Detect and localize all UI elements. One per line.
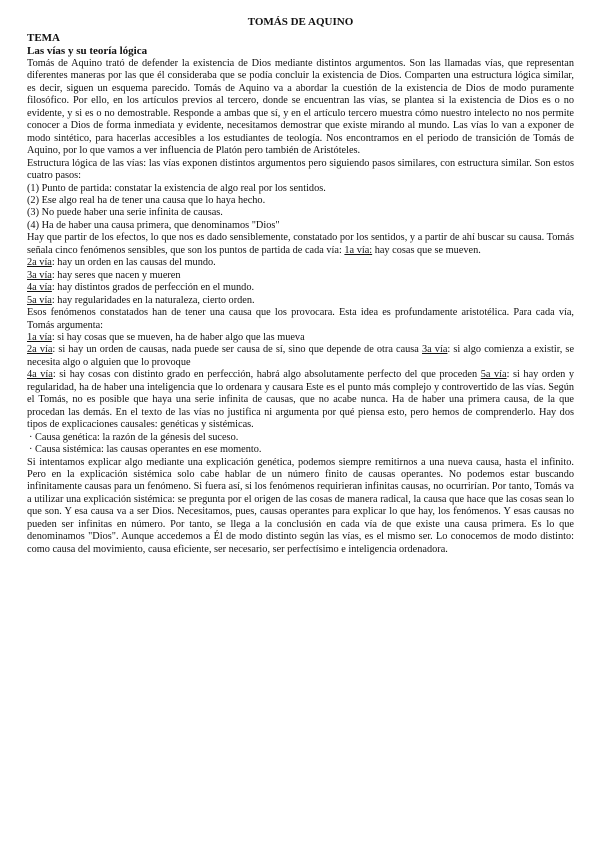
via-item — [27, 270, 574, 282]
via-text: : hay distintos grados de perfección en el mundo. — [51, 282, 255, 294]
fenomenos-paragraph: Esos fenómenos constatados han de tener una causa que los provocara. Esta idea es profundamente aristotélica. Para cada vía, Tomás argumenta: — [27, 307, 574, 331]
arg5-text: : si hay orden y regularidad, ha de haber una inteligencia que lo ordenara y causara Este es el punto más complejo y controvertido de las vías. Según el Tomás, no es posible que haya una serie infinita de causas, que no acabe nunca. Ha de haber una primera causa, de la que procedan las demás. En el texto de las vías no justifica ni argumenta por qué piensa esto, pero hemos de comprenderlo. Hay dos tipos de explicaciones causales: genéticas y sistémicas. — [27, 369, 575, 431]
heading-tema: TEMA — [27, 32, 60, 44]
via-label: 3a vía — [27, 269, 52, 281]
arg3-text: : si algo comienza a existir, se necesita algo o alguien que lo provoque — [27, 344, 575, 368]
via1-text: hay cosas que se mueven. — [374, 244, 481, 256]
arg4-label: 4a vía — [27, 369, 53, 381]
via-label: 5a vía — [27, 294, 52, 306]
step-item: (4) Ha de haber una causa primera, que denominamos "Dios" — [27, 219, 280, 231]
arg1-label: 1a vía — [27, 331, 52, 343]
via-label: 4a vía — [27, 282, 52, 294]
causa-item: · Causa sistémica: las causas operantes en ese momento. — [29, 444, 262, 456]
via1-label: 1a vía: — [344, 244, 373, 256]
argumentos-paragraph — [27, 332, 574, 432]
via-item — [27, 257, 574, 269]
intro-paragraph: Tomás de Aquino trató de defender la existencia de Dios mediante distintos argumentos. Son las llamadas vías, que representan diferentes maneras por las que él consideraba que se podía concluir la existencia de Dios. Comparten una estructura lógica similar, es decir, siguen un esquema parecido. Tomás de Aquino va a abordar la cuestión de la existencia de Dios de modo puramente filosófico. Por ello, en los artículos previos al tercero, donde se encuentran las vías, se plantea si la existencia de Dios es o no evidente, y si es o no demostrable. Responde a ambas que sí, y en el artículo tercero muestra cómo nuestro intelecto no nos permite conocer a Dios de forma inmediata y evidente, necesitamos demostrar que existe mirando al mundo. Las vías lo van a exponer de modo sintético, para hacerlas accesibles a los estudiantes de teología. Nos encontramos en el periodo de transición de Tomás de Aquino, por lo que vamos a ver influencia de Platón pero también de Aristóteles. — [27, 58, 574, 157]
document-title: TOMÁS DE AQUINO — [247, 16, 354, 28]
steps-list — [27, 183, 574, 233]
arg3-label: 3a vía — [421, 344, 448, 356]
arg5-label: 5a vía — [480, 369, 507, 381]
vias-list — [27, 257, 574, 307]
via-text: : hay seres que nacen y mueren — [51, 269, 181, 281]
arg2-text: : si hay un orden de causas, nada puede ser causa de sí, sino que depende de otra causa — [52, 344, 419, 356]
causas-list — [27, 432, 574, 457]
estructura-paragraph: Estructura lógica de las vías: las vías exponen distintos argumentos pero siguiendo pasos similares, con estructura similar. Son estos cuatro pasos: — [27, 157, 574, 182]
efectos-text: Hay que partir de los efectos, lo que nos es dado sensiblemente, constatado por los sentidos, y a partir de ahí buscar su causa. Tomás señala cinco fenómenos sensibles, que son los puntos de partida de cada vía: — [27, 232, 574, 256]
causa-item: · Causa genética: la razón de la génesis del suceso. — [29, 431, 239, 443]
via-item — [27, 295, 574, 307]
step-item: (3) No puede haber una serie infinita de causas. — [27, 207, 223, 219]
arg2-label: 2a vía — [27, 344, 53, 356]
arg4-text: : si hay cosas con distinto grado en perfección, habrá algo absolutamente perfecto del que proceden — [52, 369, 478, 381]
via-text: : hay regularidades en la naturaleza, cierto orden. — [51, 294, 255, 306]
step-item: (2) Ese algo real ha de tener una causa que lo haya hecho. — [27, 194, 266, 206]
efectos-paragraph — [27, 232, 574, 257]
conclusion-paragraph: Si intentamos explicar algo mediante una explicación genética, podemos siempre remitirnos a una nueva causa, hasta el infinito. Pero en la explicación sistémica solo cabe hablar de un número finito de causas operantes. No podemos estar buscando infinitamente causas para un fenómeno. Si fuera así, si los fenómenos requirieran infinitas causas, no ocurrirían. Por tanto, Tomás va a utilizar una explicación sistémica: se pregunta por el origen de las cosas de manera radical, la causa que hace que las cosas sean lo que son. Y esa causa va a ser Dios. Necesitamos, pues, causas operantes para explicar lo que hay, los fenómenos. Y esas causas no pueden ser infinitas en número. Por tanto, se llega a la conclusión en cada vía de que existe una causa primera. Es lo que denominamos "Dios". Aunque accedemos a Él de modo distinto según las vías, es el mismo ser. Lo conocemos de modo distinto: como causa del movimiento, causa eficiente, ser necesario, ser perfectísimo e inteligencia ordenadora. — [27, 456, 574, 555]
step-item: (1) Punto de partida: constatar la existencia de algo real por los sentidos. — [27, 182, 326, 194]
via-label: 2a vía — [27, 257, 52, 269]
heading-vias: Las vías y su teoría lógica — [27, 45, 148, 57]
arg1-text: : si hay cosas que se mueven, ha de haber algo que las mueva — [51, 331, 305, 343]
via-item — [27, 282, 574, 294]
via-text: : hay un orden en las causas del mundo. — [51, 257, 216, 269]
